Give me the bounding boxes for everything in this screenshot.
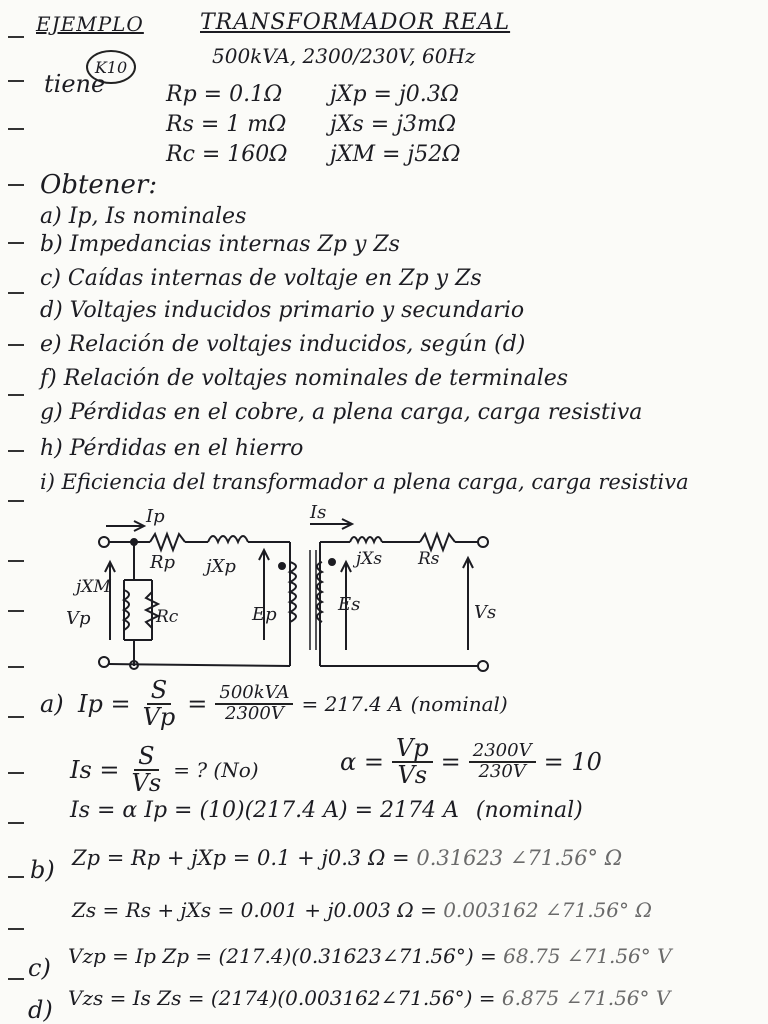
vzp-text: Vzp = Ip Zp = (217.4)(0.31623∠71.56°) = bbox=[68, 944, 504, 968]
example-label: EJEMPLO bbox=[36, 12, 144, 36]
rs-resistor bbox=[420, 534, 455, 550]
question-i: i) Eficiencia del transformador a plena carga, carga resistiva bbox=[40, 470, 689, 494]
rp-resistor bbox=[150, 534, 185, 550]
ip-num2: 500kVA bbox=[215, 684, 293, 705]
solution-b-label: b) bbox=[30, 856, 55, 884]
secondary-dot bbox=[329, 559, 335, 565]
transformer-circuit bbox=[60, 500, 520, 680]
alpha-num2: 2300V bbox=[469, 742, 536, 763]
ip-result: = 217.4 A bbox=[301, 692, 403, 717]
margin-mark bbox=[8, 184, 24, 186]
label-ep: Ep bbox=[252, 604, 277, 625]
question-c: c) Caídas internas de voltaje en Zp y Zs bbox=[40, 266, 482, 291]
param-rs: Rs = 1 mΩ bbox=[166, 112, 287, 137]
alpha-fraction-2 bbox=[469, 742, 536, 782]
ip-num: S bbox=[147, 678, 171, 705]
given-label: tiene bbox=[44, 70, 106, 98]
param-xp: jXp = j0.3Ω bbox=[330, 82, 460, 107]
xp-inductor bbox=[208, 536, 248, 542]
is-line-text: Is = α Ip = (10)(217.4 A) = 2174 A bbox=[70, 798, 459, 823]
primary-terminal-bottom bbox=[99, 657, 109, 667]
ip-fraction bbox=[139, 678, 180, 730]
param-rc: Rc = 160Ω bbox=[166, 142, 288, 167]
question-f: f) Relación de voltajes nominales de terminales bbox=[40, 366, 569, 391]
margin-mark bbox=[8, 978, 24, 980]
label-jxs: jXs bbox=[356, 549, 383, 569]
label-jxp: jXp bbox=[206, 556, 236, 577]
is-lhs: Is = bbox=[70, 756, 120, 785]
primary-dot bbox=[279, 563, 285, 569]
question-b: b) Impedancias internas Zp y Zs bbox=[40, 232, 400, 257]
ip-lhs: Ip = bbox=[78, 690, 131, 719]
alpha-fraction bbox=[392, 736, 433, 788]
margin-mark bbox=[8, 500, 24, 502]
margin-mark bbox=[8, 772, 24, 774]
question-d: d) Voltajes inducidos primario y secundario bbox=[40, 298, 525, 323]
zs-result: 0.003162 ∠71.56° Ω bbox=[443, 898, 652, 922]
question-e: e) Relación de voltajes inducidos, según (d) bbox=[40, 332, 526, 357]
zs-line bbox=[72, 898, 652, 922]
margin-mark bbox=[8, 716, 24, 718]
ip-fraction-2 bbox=[215, 684, 293, 724]
alpha-result: = 10 bbox=[543, 748, 602, 777]
alpha-lhs: α = bbox=[340, 748, 384, 777]
is-question: = ? (No) bbox=[173, 758, 259, 783]
margin-mark bbox=[8, 36, 24, 38]
is-line-note: (nominal) bbox=[475, 798, 583, 823]
is-fraction bbox=[128, 744, 166, 796]
param-xs: jXs = j3mΩ bbox=[330, 112, 457, 137]
margin-mark bbox=[8, 242, 24, 244]
transformer-spec: 500kVA, 2300/230V, 60Hz bbox=[212, 44, 476, 68]
ip-note: (nominal) bbox=[410, 692, 508, 717]
solution-a-label: a) bbox=[40, 690, 64, 718]
ip-den2: 2300V bbox=[225, 703, 284, 725]
problem-badge: K10 bbox=[86, 50, 136, 84]
margin-mark bbox=[8, 80, 24, 82]
label-is: Is bbox=[310, 502, 327, 523]
margin-mark bbox=[8, 610, 24, 612]
vzs-text: Vzs = Is Zs = (2174)(0.003162∠71.56°) = bbox=[68, 986, 502, 1010]
zs-text: Zs = Rs + jXs = 0.001 + j0.003 Ω = bbox=[72, 898, 444, 922]
zp-line bbox=[72, 846, 622, 870]
margin-mark bbox=[8, 928, 24, 930]
primary-terminal-top bbox=[99, 537, 109, 547]
question-g: g) Pérdidas en el cobre, a plena carga, carga resistiva bbox=[40, 400, 643, 425]
alpha-den2: 230V bbox=[478, 761, 526, 783]
vzs-result: 6.875 ∠71.56° V bbox=[501, 986, 671, 1010]
vzp-line bbox=[68, 944, 672, 968]
margin-mark bbox=[8, 394, 24, 396]
margin-mark bbox=[8, 822, 24, 824]
alpha-eq: = bbox=[440, 748, 461, 777]
ip-den: Vp bbox=[142, 703, 176, 732]
xs-inductor bbox=[350, 537, 382, 542]
is-equation bbox=[70, 744, 259, 796]
obtain-label: Obtener: bbox=[40, 170, 158, 200]
label-rp: Rp bbox=[150, 552, 176, 573]
zp-result: 0.31623 ∠71.56° Ω bbox=[416, 846, 623, 870]
param-xm: jXM = j52Ω bbox=[330, 142, 461, 167]
ip-eq: = bbox=[187, 690, 208, 719]
margin-mark bbox=[8, 292, 24, 294]
label-es: Es bbox=[338, 594, 361, 615]
secondary-terminal-top bbox=[478, 537, 488, 547]
margin-mark bbox=[8, 450, 24, 452]
is-line bbox=[70, 798, 583, 823]
is-num: S bbox=[134, 744, 158, 771]
vzs-line bbox=[68, 986, 670, 1010]
alpha-equation bbox=[340, 736, 602, 788]
primary-winding bbox=[290, 562, 296, 622]
margin-mark bbox=[8, 876, 24, 878]
margin-mark bbox=[8, 344, 24, 346]
is-den: Vs bbox=[131, 769, 162, 798]
param-rp: Rp = 0.1Ω bbox=[166, 82, 283, 107]
margin-mark bbox=[8, 560, 24, 562]
zp-text: Zp = Rp + jXp = 0.1 + j0.3 Ω = bbox=[72, 846, 417, 870]
question-h: h) Pérdidas en el hierro bbox=[40, 436, 304, 461]
question-a: a) Ip, Is nominales bbox=[40, 204, 247, 229]
alpha-den: Vs bbox=[397, 761, 428, 790]
page-title: TRANSFORMADOR REAL bbox=[200, 10, 511, 35]
alpha-num: Vp bbox=[392, 736, 433, 763]
solution-d-label: d) bbox=[28, 996, 53, 1024]
margin-mark bbox=[8, 666, 24, 668]
label-rs: Rs bbox=[418, 549, 440, 569]
vzp-result: 68.75 ∠71.56° V bbox=[503, 944, 672, 968]
label-ip: Ip bbox=[146, 506, 165, 527]
ip-equation bbox=[78, 678, 508, 730]
label-vs: Vs bbox=[474, 602, 497, 623]
label-rc: Rc bbox=[156, 607, 179, 627]
secondary-terminal-bottom bbox=[478, 661, 488, 671]
label-jxm: jXM bbox=[76, 577, 111, 597]
margin-mark bbox=[8, 128, 24, 130]
solution-c-label: c) bbox=[28, 954, 51, 982]
label-vp: Vp bbox=[66, 608, 91, 629]
